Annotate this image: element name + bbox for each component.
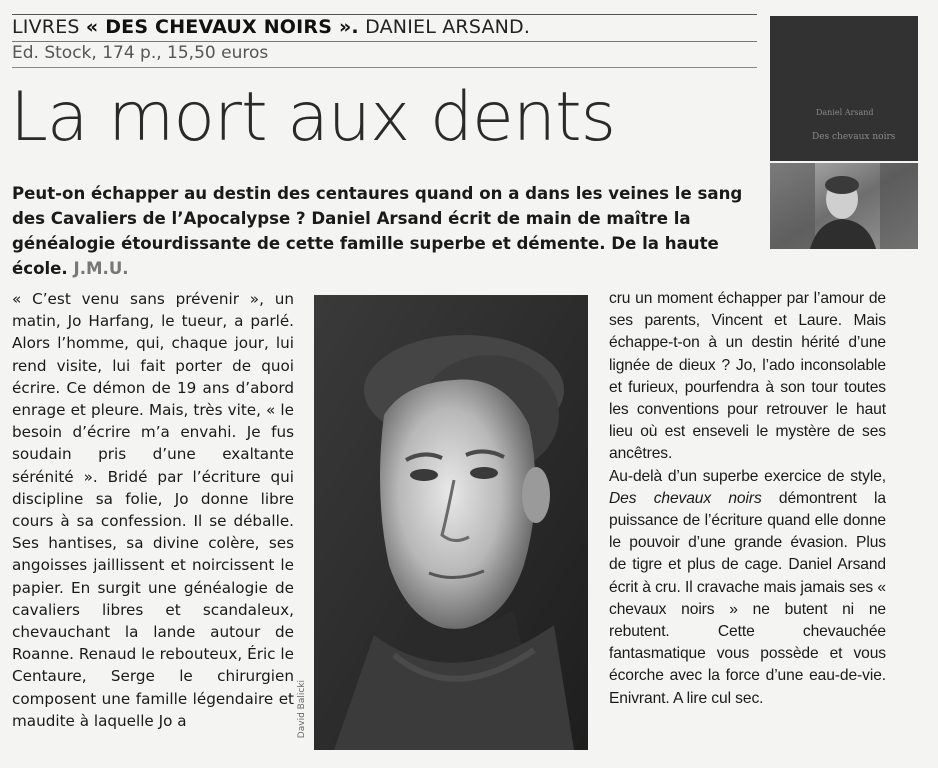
author-name: DANIEL ARSAND.: [365, 16, 531, 38]
headline: La mort aux dents: [10, 78, 616, 157]
header-bottom-rule: [12, 67, 757, 68]
body-column-left: [12, 288, 294, 732]
book-cover-image: [770, 16, 918, 161]
header-line: [12, 16, 757, 38]
body-paragraph: « C’est venu sans prévenir », un matin, Jo Harfang, le tueur, a parlé. Alors l’homme, qui, chaque jour, lui rend visite, lui fait porter de quoi écrire. Ce démon de 19 ans d’abord enrage et pleure. Mais, très vite, « le besoin d’écrire m’a envahi. Je fus soudain pris d’une exaltante sérénité ». Bridé par l’écriture qui discipline sa folie, Jo donne libre cours à sa confession. Il se déballe. Ses hantises, sa divine colère, ses angoisses jaillissent et noircissent le papier. En surgit une généalogie de cavaliers libres et scandaleux, chevauchant la lande autour de Roanne. Renaud le rebouteux, Éric le Centaure, Serge le chirurgien composent une famille légendaire et maudite à laquelle Jo a: [12, 290, 294, 730]
lead-signature: J.M.U.: [73, 259, 129, 278]
author-portrait-art: [314, 295, 588, 750]
body-paragraph: cru un moment échapper par l’amour de ses parents, Vincent et Laure. Mais échappe-t-on à un destin hérité d’une lignée de dieux ? Jo, l’ado inconsolable et furieux, pourfendra à son tour toutes les conventions pour retrouver le haut lieu où est enseveli le mystère de ses ancêtres.: [609, 290, 886, 463]
lead-paragraph: [12, 181, 757, 281]
body-column-right: [609, 288, 886, 710]
header-rule: [12, 41, 757, 42]
body-text: Au-delà d’un superbe exercice de style,: [609, 467, 886, 485]
photo-credit: David Balicki: [297, 680, 307, 739]
book-title: « DES CHEVAUX NOIRS ».: [85, 16, 359, 38]
cover-title: Des chevaux noirs: [812, 132, 896, 142]
section-label: LIVRES: [12, 16, 80, 38]
author-thumbnail-photo: [770, 163, 918, 249]
author-thumbnail-art: [770, 163, 918, 249]
top-rule: [12, 14, 757, 15]
body-paragraph: [609, 466, 886, 710]
body-text: démontrent la puissance de l’écriture quand elle donne le pouvoir d’une grande évasion. Plus de tigre et plus de cage. Daniel Arsand écrit à cru. Il cravache mais jamais ses « chevaux noirs » ne butent ni ne rebutent. Cette chevauchée fantasmatique vous possède et vous écorche avec la force d’une eau-de-vie. Enivrant. A lire cul sec.: [609, 489, 886, 707]
cover-author: Daniel Arsand: [816, 108, 874, 117]
book-title-italic: Des chevaux noirs: [609, 489, 762, 507]
lead-text: Peut-on échapper au destin des centaures quand on a dans les veines le sang des Cavaliers de l’Apocalypse ? Daniel Arsand écrit de main de maître la généalogie étourdissante de cette famille superbe et démente. De la haute école.: [12, 184, 743, 278]
publisher-line: Ed. Stock, 174 p., 15,50 euros: [12, 43, 269, 63]
author-portrait-photo: [314, 295, 588, 750]
book-cover-text: [812, 108, 895, 142]
